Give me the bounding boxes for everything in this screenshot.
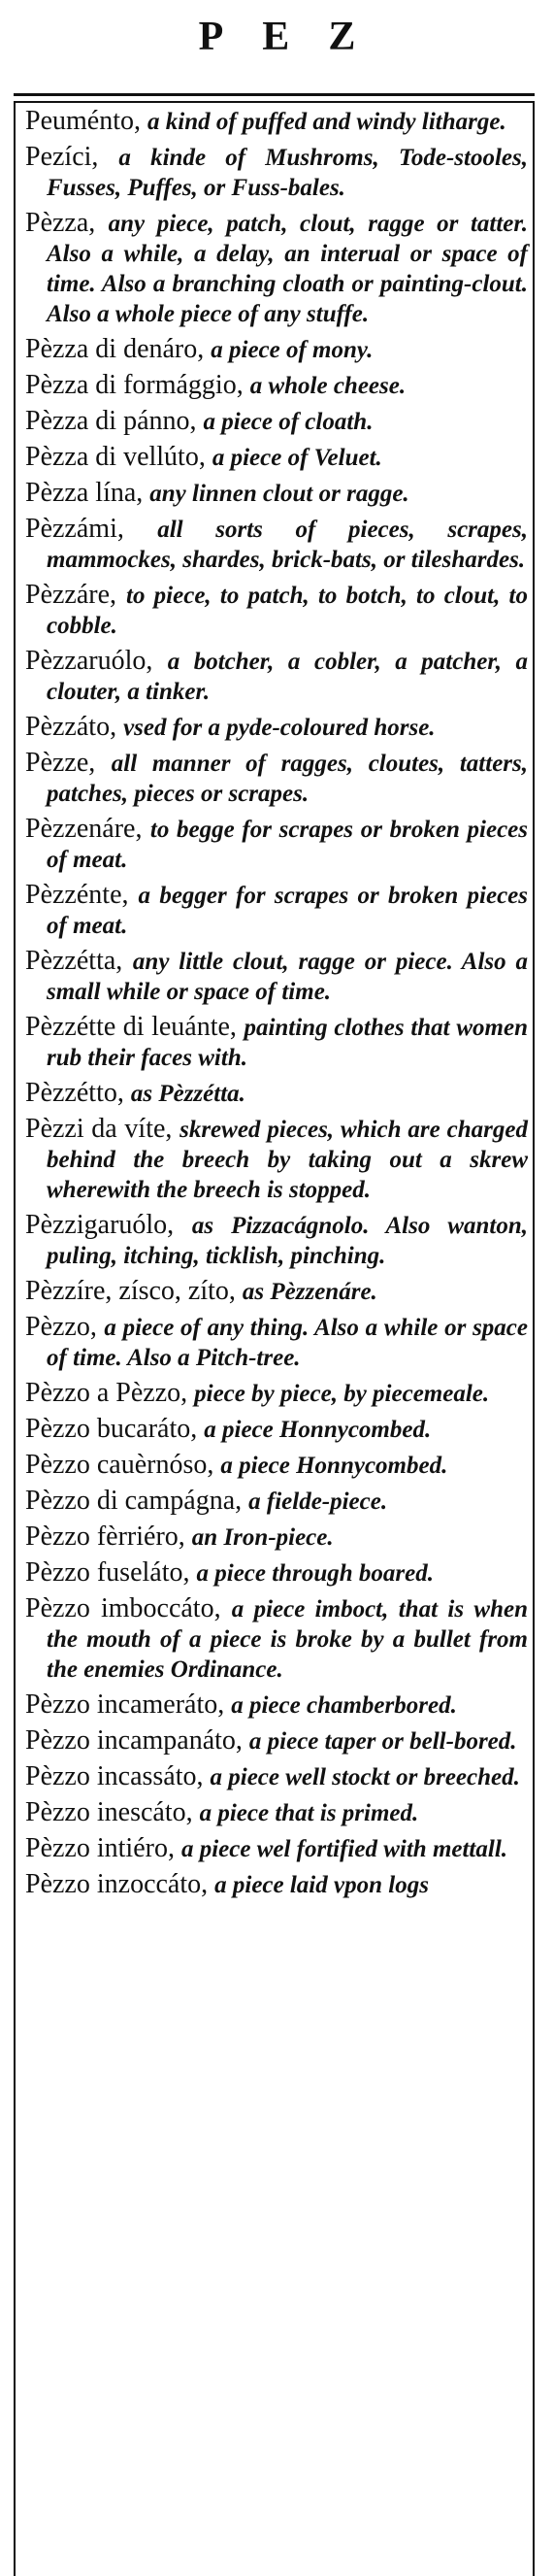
entry-definition: a piece well stockt or breeched.	[210, 1764, 520, 1790]
entry-definition: painting clothes that women rub their faces with.	[47, 1015, 529, 1071]
dictionary-entry	[25, 881, 528, 941]
entry-headword: Pèzzo incampanáto,	[25, 1725, 243, 1756]
dictionary-entry	[25, 581, 528, 641]
dictionary-entry	[25, 1013, 528, 1073]
entry-headword: Pèzzo inescáto,	[25, 1797, 193, 1827]
entry-definition: all sorts of pieces, scrapes, mammockes, shardes, brick-bats, or tileshardes.	[47, 517, 528, 573]
dictionary-entry	[25, 479, 528, 509]
dictionary-entry	[25, 107, 528, 137]
entry-definition: any little clout, ragge or piece. Also a small while or space of time.	[47, 949, 529, 1005]
entry-headword: Pèzze,	[25, 748, 96, 778]
entry-headword: Pèzzétte di leuánte,	[25, 1012, 237, 1042]
entry-definition: vsed for a pyde-coloured horse.	[123, 715, 436, 741]
entry-definition: a piece of Veluet.	[212, 445, 382, 471]
entry-definition: any linnen clout or ragge.	[149, 481, 409, 507]
dictionary-entry	[25, 443, 528, 473]
entry-headword: Pèzzo inzoccáto,	[25, 1869, 209, 1899]
entry-headword: Pèzzo di campágna,	[25, 1486, 243, 1516]
dictionary-entry	[25, 749, 528, 809]
entry-definition: to begge for scrapes or broken pieces of meat.	[47, 817, 528, 873]
entry-headword: Peuménto,	[25, 106, 141, 136]
entry-definition: as Pizzacágnolo. Also wanton, puling, itching, ticklish, pinching.	[47, 1213, 528, 1269]
dictionary-entry	[25, 515, 528, 575]
entry-headword: Pèzzo bucaráto,	[25, 1414, 198, 1444]
entry-headword: Pèzzo intiéro,	[25, 1833, 175, 1863]
dictionary-entry	[25, 1379, 528, 1409]
entry-definition: a piece of cloath.	[203, 409, 374, 435]
page-header: PEZ	[198, 15, 395, 59]
entry-headword: Pèzzo fèrriéro,	[25, 1522, 185, 1552]
entry-definition: a piece through boared.	[196, 1560, 434, 1587]
dictionary-entry	[25, 1726, 528, 1756]
entry-definition: piece by piece, by piecemeale.	[194, 1381, 490, 1407]
dictionary-entry	[25, 647, 528, 707]
entry-headword: Pèzzétta,	[25, 946, 123, 976]
entry-definition: an Iron-piece.	[191, 1524, 334, 1551]
dictionary-entry	[25, 1415, 528, 1445]
entry-headword: Pèzza lína,	[25, 478, 144, 508]
entry-headword: Pèzza di formággio,	[25, 370, 244, 400]
dictionary-entry	[25, 1313, 528, 1373]
entry-definition: a kinde of Mushroms, Tode-stooles, Fusses, Puffes, or Fuss-bales.	[47, 145, 528, 201]
entry-headword: Pèzzámi,	[25, 514, 124, 544]
entry-definition: a piece of mony.	[211, 337, 374, 363]
dictionary-entry	[25, 713, 528, 743]
dictionary-entry	[25, 371, 528, 401]
entry-headword: Pèzzo fuseláto,	[25, 1557, 190, 1588]
entry-headword: Pèzzáre,	[25, 580, 117, 610]
entry-headword: Pèzzo incassáto,	[25, 1761, 204, 1791]
dictionary-entry	[25, 407, 528, 437]
entry-definition: to piece, to patch, to botch, to clout, to cobble.	[47, 583, 528, 639]
dictionary-entry	[25, 1522, 528, 1553]
entry-headword: Pèzzíre, zísco, zíto,	[25, 1276, 236, 1306]
entry-definition: a piece laid vpon logs	[214, 1872, 429, 1898]
entry-headword: Pèzzáto,	[25, 712, 117, 742]
dictionary-entry	[25, 1594, 528, 1685]
entry-headword: Pèzzaruólo,	[25, 646, 153, 676]
dictionary-entry	[25, 1834, 528, 1864]
entry-headword: Pèzzigaruólo,	[25, 1210, 175, 1240]
dictionary-entry	[25, 1690, 528, 1721]
dictionary-entry	[25, 1451, 528, 1481]
entry-definition: a piece imboct, that is when the mouth of a piece is broke by a bullet from the enemies Ordinance.	[47, 1596, 529, 1683]
entry-definition: a piece Honnycombed.	[204, 1417, 432, 1443]
entry-definition: skrewed pieces, which are charged behind the breech by taking out a skrew wherewith the breech is stopped.	[47, 1117, 529, 1203]
entry-headword: Pèzzo incameráto,	[25, 1689, 225, 1720]
entry-headword: Pèzzétto,	[25, 1078, 124, 1108]
entry-list	[25, 107, 528, 1906]
entry-definition: a piece taper or bell-bored.	[248, 1728, 517, 1755]
dictionary-entry	[25, 1115, 528, 1205]
entry-headword: Pèzzo a Pèzzo,	[25, 1378, 188, 1408]
dictionary-entry	[25, 1870, 528, 1900]
entry-definition: a begger for scrapes or broken pieces of meat.	[47, 883, 528, 939]
dictionary-entry	[25, 947, 528, 1007]
dictionary-entry	[25, 1762, 528, 1792]
dictionary-entry	[25, 335, 528, 365]
dictionary-entry	[25, 1558, 528, 1589]
dictionary-entry	[25, 209, 528, 329]
entry-headword: Pezíci,	[25, 142, 99, 172]
entry-headword: Pèzzo cauèrnóso,	[25, 1450, 214, 1480]
dictionary-entry	[25, 1277, 528, 1307]
entry-definition: a piece chamberbored.	[231, 1692, 457, 1719]
entry-definition: all manner of ragges, cloutes, tatters, patches, pieces or scrapes.	[47, 751, 529, 807]
entry-headword: Pèzza di pánno,	[25, 406, 197, 436]
dictionary-entry	[25, 143, 528, 203]
header-rule	[14, 93, 535, 96]
entry-definition: as Pèzzétta.	[130, 1081, 245, 1107]
dictionary-entry	[25, 1487, 528, 1517]
entry-definition: as Pèzzenáre.	[242, 1279, 377, 1305]
dictionary-entry	[25, 815, 528, 875]
entry-definition: a piece of any thing. Also a while or space of time. Also a Pitch-tree.	[47, 1315, 529, 1371]
entry-headword: Pèzzi da víte,	[25, 1114, 173, 1144]
entry-headword: Pèzzenáre,	[25, 814, 143, 844]
entry-definition: a piece Honnycombed.	[220, 1453, 448, 1479]
entry-definition: a fielde-piece.	[248, 1489, 388, 1515]
dictionary-entry	[25, 1798, 528, 1828]
dictionary-entry	[25, 1211, 528, 1271]
entry-definition: any piece, patch, clout, ragge or tatter. Also a while, a delay, an interual or space of time. Also a branching cloath or painting-clout. Also a whole piece of any stuffe.	[47, 211, 528, 327]
dictionary-entry	[25, 1079, 528, 1109]
entry-definition: a whole cheese.	[249, 373, 407, 399]
entry-definition: a piece wel fortified with mettall.	[180, 1836, 508, 1862]
entry-headword: Pèzzénte,	[25, 880, 129, 910]
entry-headword: Pèzza,	[25, 208, 96, 238]
entry-headword: Pèzzo,	[25, 1312, 97, 1342]
entry-headword: Pèzzo imboccáto,	[25, 1593, 221, 1623]
entry-headword: Pèzza di vellúto,	[25, 442, 206, 472]
entry-definition: a botcher, a cobler, a patcher, a clouter, a tinker.	[47, 649, 528, 705]
entry-definition: a kind of puffed and windy litharge.	[147, 109, 506, 135]
entry-headword: Pèzza di denáro,	[25, 334, 205, 364]
entry-definition: a piece that is primed.	[199, 1800, 419, 1826]
